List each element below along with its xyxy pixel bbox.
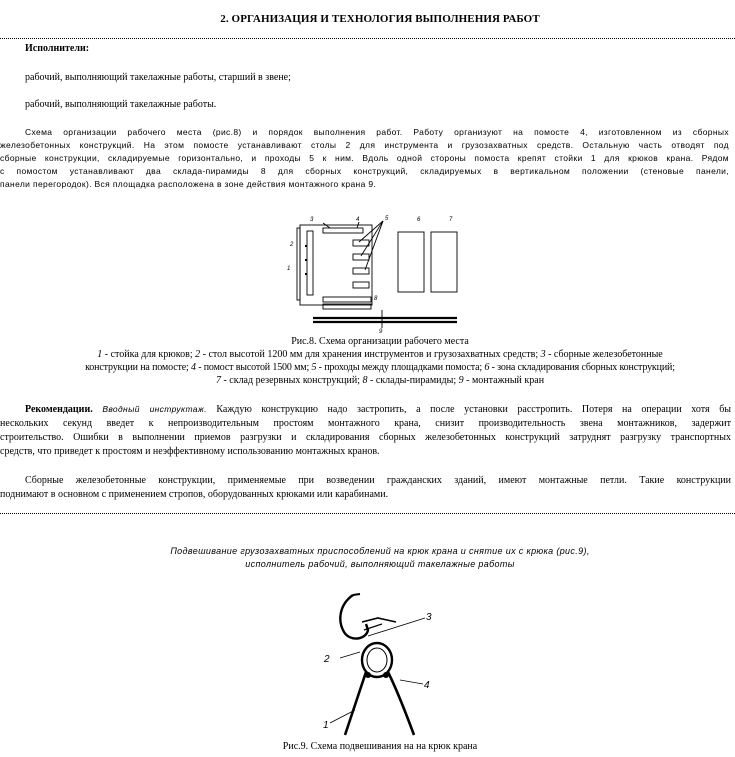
loops-line-2: поднимают в основном с применением стропов, оборудованных крюками или карабинами. <box>0 489 389 500</box>
figure9-caption: Рис.9. Схема подвешивания на на крюк крана <box>282 741 478 752</box>
leader-4 <box>400 680 423 684</box>
hook-dot <box>305 259 307 261</box>
fig9-label-3: 3 <box>426 612 432 623</box>
fig9-label-2: 2 <box>324 654 330 665</box>
performer-worker: рабочий, выполняющий такелажные работы. <box>25 99 217 110</box>
figure8-legend-line-1: 1 - стойка для крюков; 2 - стол высотой 1200 мм для хранения инструментов и грузозахватных средств; 3 - сборные железобетонные <box>97 349 663 360</box>
crane-hook <box>340 595 368 639</box>
figure8-caption: Рис.8. Схема организации рабочего места <box>291 336 469 347</box>
sling-left-1 <box>345 672 366 735</box>
fig9-label-4: 4 <box>424 680 430 691</box>
slab-b <box>353 254 369 260</box>
fig8-label-5: 5 <box>385 216 389 222</box>
hook-dot <box>305 245 307 247</box>
fig9-label-1: 1 <box>323 720 329 731</box>
slab-a <box>353 240 369 246</box>
figure8-diagram <box>285 212 475 334</box>
performers-heading: Исполнители: <box>25 43 90 54</box>
slab-d <box>353 282 369 288</box>
loops-line-1: Сборные железобетонные конструкции, применяемые при возведении гражданских зданий, имеют монтажные петли. Такие конструкции <box>25 475 731 486</box>
dotted-divider <box>0 38 735 39</box>
fig8-label-6: 6 <box>417 217 421 223</box>
performer-senior: рабочий, выполняющий такелажные работы, старший в звене; <box>25 72 291 83</box>
sling-clamp <box>383 672 389 678</box>
figure8-legend-line-2: конструкции на помосте; 4 - помост высотой 1500 мм; 5 - проходы между площадками помоста; 6 - зона складирования сборных конструкций; <box>85 362 675 373</box>
sling-clamp <box>365 672 371 678</box>
figure8-legend-line-3: 7 - склад резервных конструкций; 8 - склады-пирамиды; 9 - монтажный кран <box>215 375 545 386</box>
table-2 <box>307 231 313 295</box>
workplace-line-5: панели перегородок). Вся площадка расположена в зоне действия монтажного крана 9. <box>0 179 377 189</box>
figure9-diagram <box>310 590 440 740</box>
leader-3 <box>368 618 425 636</box>
fig8-label-1: 1 <box>287 266 291 272</box>
recommendations-line-1: Рекомендации. Вводный инструктаж. Каждую конструкцию надо застропить, а после установки расстропить. Потеря на операции хотя бы <box>25 404 732 415</box>
workplace-line-1: Схема организации рабочего места (рис.8) и порядок выполнения работ. Работу организуют на помосте 4, изготовленном из сборных <box>25 127 729 137</box>
fig8-label-9: 9 <box>379 329 383 334</box>
workplace-line-3: сборные конструкции, складируемые горизонтально, и проходы 5 к ним. Вдоль одной стороны помоста крепят стойки 1 для крюков крана. Рядом <box>0 153 729 163</box>
fig8-label-3: 3 <box>310 217 314 223</box>
recommendations-line-2: нескольких секунд введет к непроизводительным простоям монтажного крана, снизит производительность звена монтажников, задержит <box>0 418 731 429</box>
reserve-storage-7 <box>431 232 457 292</box>
hook-tip <box>353 594 360 595</box>
recommendations-line-3: строительство. Ошибки в выполнении приемов разгрузки и складирования сборных железобетонных конструкций затруднят разгрузку транспортных <box>0 432 731 443</box>
storage-zone-6 <box>398 232 424 292</box>
hook-dot <box>305 273 307 275</box>
workplace-line-4: с помостом устанавливают два склада-пирамиды 8 для сборных конструкций, складируемых в вертикальном положении (стеновые панели, <box>0 166 729 176</box>
workplace-line-2: железобетонных конструкций. На этом помосте устанавливают столы 2 для инструмента и грузозахватных средств. Остальную часть отводят под <box>0 140 729 150</box>
section-title: 2. ОРГАНИЗАЦИЯ И ТЕХНОЛОГИЯ ВЫПОЛНЕНИЯ РАБОТ <box>220 13 540 25</box>
fig8-label-4: 4 <box>356 217 360 223</box>
dotted-divider-2 <box>0 513 735 514</box>
fig8-label-2: 2 <box>290 242 294 248</box>
section9-performer: исполнитель рабочий, выполняющий такелажные работы <box>245 559 515 569</box>
slab-c <box>353 268 369 274</box>
rack-1 <box>297 228 300 300</box>
leader-2 <box>340 652 360 658</box>
pyramid-8a <box>323 297 371 302</box>
sling-ring-inner <box>367 648 387 672</box>
leader-3 <box>323 223 330 228</box>
fig8-label-8: 8 <box>374 296 378 302</box>
hook-latch-3 <box>362 618 396 622</box>
section9-heading: Подвешивание грузозахватных приспособлений на крюк крана и снятие их с крюка (рис.9), <box>170 546 590 556</box>
recommendations-line-4: средств, что приведет к простоям и неэффективному использованию монтажных кранов. <box>0 446 380 457</box>
fig8-label-7: 7 <box>449 217 453 223</box>
slab-top <box>323 228 363 233</box>
platform-outline <box>300 225 372 305</box>
